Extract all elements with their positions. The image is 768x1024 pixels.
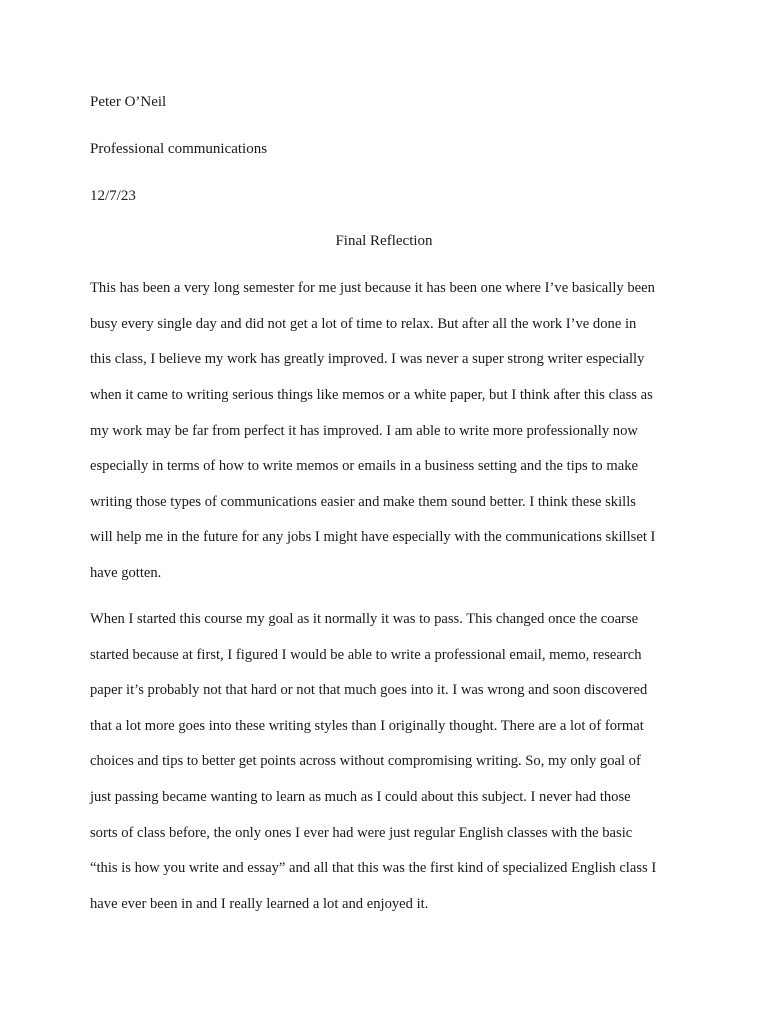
paragraph-line: writing those types of communications easier and make them sound better. I think these skills [90,494,636,510]
paragraph-line: have gotten. [90,565,162,581]
paragraph-line: busy every single day and did not get a lot of time to relax. But after all the work I’ve done in [90,316,637,332]
document-date: 12/7/23 [90,188,136,204]
paragraph-line: this class, I believe my work has greatly improved. I was never a super strong writer especially [90,351,645,367]
paragraph-line: “this is how you write and essay” and all that this was the first kind of specialized English class I [90,860,657,876]
paragraph-line: will help me in the future for any jobs I might have especially with the communications skillset I [90,529,656,545]
paragraph-line: sorts of class before, the only ones I ever had were just regular English classes with the basic [90,825,633,841]
course-name: Professional communications [90,141,268,157]
document-title: Final Reflection [335,233,433,249]
paragraph-line: paper it’s probably not that hard or not that much goes into it. I was wrong and soon discovered [90,682,648,698]
paragraph-line: my work may be far from perfect it has improved. I am able to write more professionally now [90,423,638,439]
paragraph-line: have ever been in and I really learned a lot and enjoyed it. [90,896,429,912]
paragraph-line: especially in terms of how to write memos or emails in a business setting and the tips to make [90,458,638,474]
paragraph-line: choices and tips to better get points across without compromising writing. So, my only goal of [90,753,641,769]
paragraph-line: just passing became wanting to learn as much as I could about this subject. I never had those [90,789,631,805]
paragraph-line: This has been a very long semester for me just because it has been one where I’ve basically been [90,280,655,296]
author-name: Peter O’Neil [90,94,167,110]
paragraph-line: that a lot more goes into these writing styles than I originally thought. There are a lot of format [90,718,644,734]
paragraph-line: When I started this course my goal as it normally it was to pass. This changed once the coarse [90,611,639,627]
paragraph-line: started because at first, I figured I would be able to write a professional email, memo, research [90,647,642,663]
paragraph-line: when it came to writing serious things like memos or a white paper, but I think after this class as [90,387,653,403]
